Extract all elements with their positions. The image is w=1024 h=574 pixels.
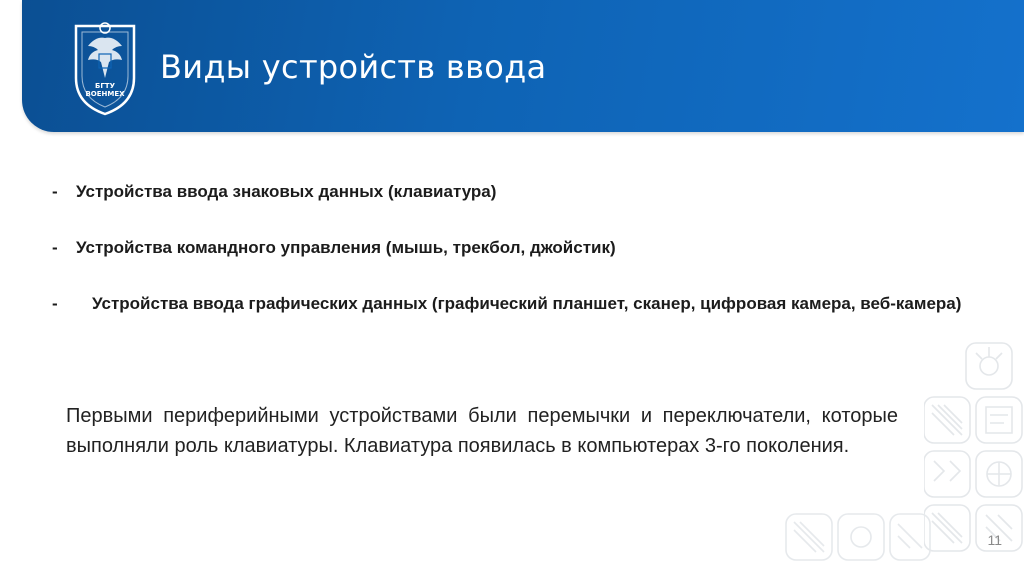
circuit-pattern-decoration-bottom bbox=[782, 490, 932, 574]
bullet-text: Устройства ввода графических данных (графический планшет, сканер, цифровая камера, веб-камера) bbox=[92, 294, 962, 313]
list-item bbox=[52, 234, 616, 261]
bullet-dash: - bbox=[52, 294, 58, 313]
university-logo bbox=[68, 16, 142, 116]
bullet-text: Устройства ввода знаковых данных (клавиатура) bbox=[76, 182, 497, 201]
bullet-dash: - bbox=[52, 238, 58, 257]
page-number: 11 bbox=[987, 532, 1002, 548]
circuit-tiles-icon bbox=[782, 490, 932, 574]
list-item bbox=[52, 290, 964, 317]
body-paragraph: Первыми периферийными устройствами были перемычки и переключатели, которые выполняли роль клавиатуры. Клавиатура появилась в компьютерах 3-го поколения. bbox=[66, 405, 898, 457]
title-banner bbox=[22, 0, 1024, 132]
logo-text-1: БГТУ bbox=[95, 82, 115, 90]
bullet-text: Устройства командного управления (мышь, трекбол, джойстик) bbox=[76, 238, 616, 257]
circuit-tiles-icon bbox=[924, 335, 1024, 574]
bullet-dash: - bbox=[52, 182, 58, 201]
list-item bbox=[52, 178, 496, 205]
logo-text-2: ВОЕНМЕХ bbox=[85, 90, 125, 98]
eagle-emblem-icon bbox=[68, 16, 142, 116]
circuit-pattern-decoration bbox=[924, 335, 1024, 574]
slide-title: Виды устройств ввода bbox=[160, 48, 547, 86]
